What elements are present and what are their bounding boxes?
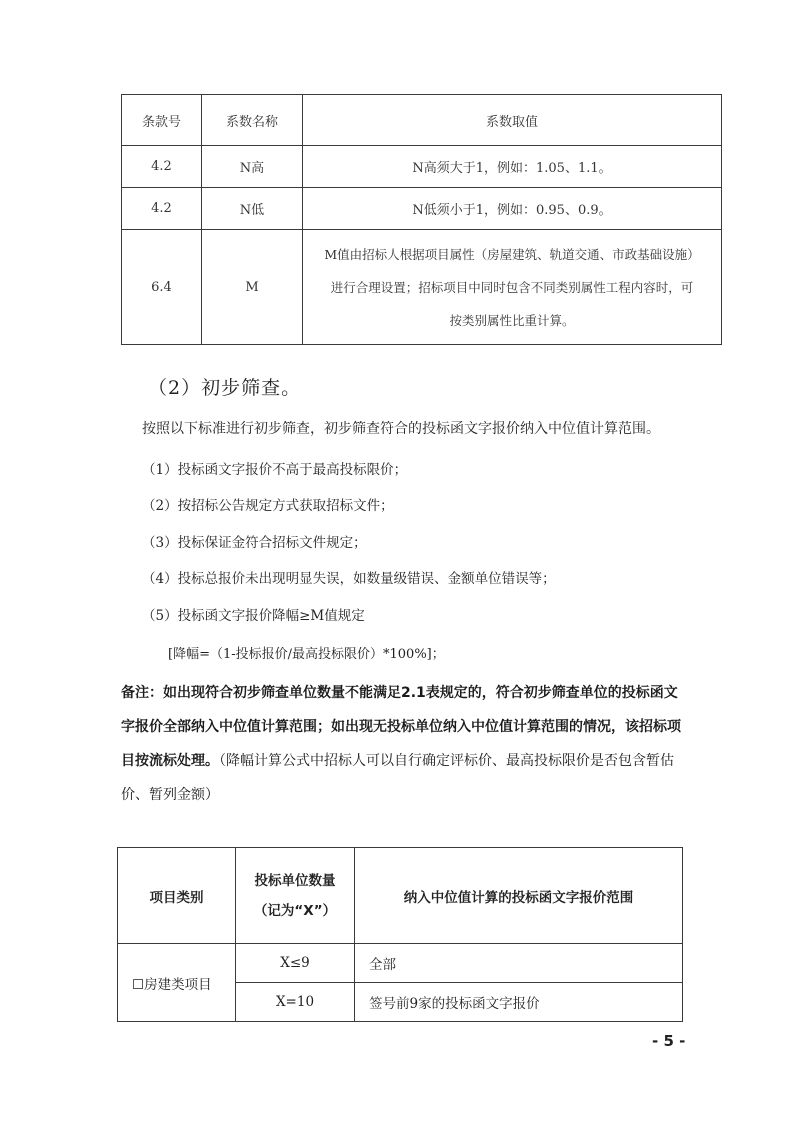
range-table-header-row (118, 848, 683, 944)
table-row (118, 944, 683, 983)
count-cell: X≤9 (236, 944, 355, 983)
criteria-item: （4）投标总报价未出现明显失误，如数量级错误、金额单位错误等； (142, 571, 556, 587)
coef-value-cell (303, 230, 722, 345)
note-bold-text: 备注：如出现符合初步筛查单位数量不能满足2.1表规定的，符合初步筛查单位的投标函文字报价全部纳入中位值计算范围；如出现无投标单位纳入中位值计算范围的情况，该招标项目按流标处理。 (121, 685, 681, 769)
coef-name-cell: N低 (202, 188, 303, 230)
coef-header-clause: 条款号 (122, 95, 202, 146)
reduction-formula: [降幅=（1-投标报价/最高投标限价）*100%]； (168, 647, 445, 662)
coef-name-cell: M (202, 230, 303, 345)
coef-header-value: 系数取值 (303, 95, 722, 146)
coef-header-name: 系数名称 (202, 95, 303, 146)
coef-name-cell: N高 (202, 146, 303, 188)
range-header-category: 项目类别 (118, 848, 236, 944)
criteria-item: （5）投标函文字报价降幅≥M值规定 (142, 608, 365, 624)
coef-value-cell: N低须小于1，例如：0.95、0.9。 (303, 188, 722, 230)
coef-table-header-row (122, 95, 722, 146)
range-header-count (236, 848, 355, 944)
coef-clause-cell: 4.2 (122, 146, 202, 188)
coef-clause-cell: 4.2 (122, 188, 202, 230)
scope-cell: 签号前9家的投标函文字报价 (355, 983, 683, 1022)
intro-paragraph: 按照以下标准进行初步筛查，初步筛查符合的投标函文字报价纳入中位值计算范围。 (142, 421, 660, 437)
count-cell: X=10 (236, 983, 355, 1022)
coef-value-line: M值由招标人根据项目属性（房屋建筑、轨道交通、市政基础设施） (324, 246, 700, 262)
table-row (122, 230, 722, 345)
coef-clause-cell: 6.4 (122, 230, 202, 345)
section-heading: （2）初步筛查。 (148, 377, 302, 399)
range-table (117, 847, 683, 1022)
table-row (122, 146, 722, 188)
criteria-item: （3）投标保证金符合招标文件规定； (142, 535, 367, 551)
coefficient-table (121, 94, 722, 345)
scope-cell: 全部 (355, 944, 683, 983)
criteria-item: （2）按招标公告规定方式获取招标文件； (142, 498, 394, 514)
coef-value-cell: N高须大于1，例如：1.05、1.1。 (303, 146, 722, 188)
coef-value-line: 按类别属性比重计算。 (449, 312, 575, 328)
range-header-count-line1: 投标单位数量 (254, 872, 336, 889)
note-normal-text: （降幅计算公式中招标人可以自行确定评标价、最高投标限价是否包含暂估价、暂列金额） (121, 753, 674, 803)
page-number: - 5 - (652, 1032, 686, 1050)
note-paragraph (121, 676, 681, 812)
coef-value-line: 进行合理设置；招标项目中同时包含不同类别属性工程内容时，可 (330, 279, 694, 295)
range-header-count-line2: （记为“X”） (253, 902, 337, 919)
criteria-item: （1）投标函文字报价不高于最高投标限价； (142, 462, 408, 478)
table-row (122, 188, 722, 230)
range-header-scope: 纳入中位值计算的投标函文字报价范围 (355, 848, 683, 944)
category-cell: ☐房建类项目 (118, 944, 236, 1022)
